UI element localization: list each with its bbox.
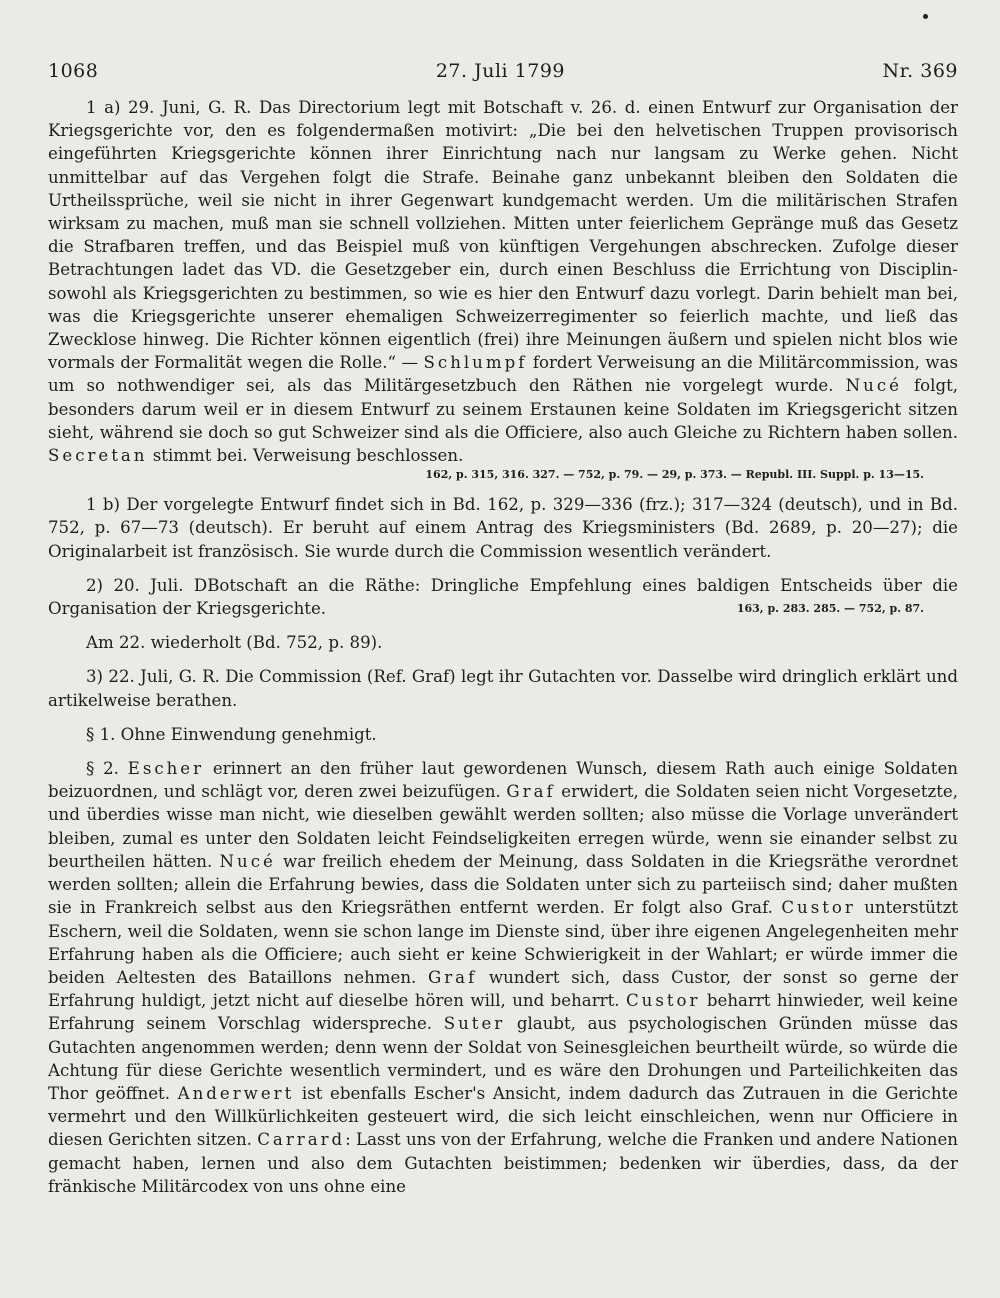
- paragraph-text: folgt, besonders darum weil er in diesem Entwurf zu seinem Erstaunen keine Soldaten im Kriegsgericht sitzen sieht, während sie doch so gut Schweizer sind als die Officiere, also auch Gleiche zu Richtern haben sollen.: [48, 376, 959, 442]
- paragraph-text: stimmt bei. Verweisung beschlossen.: [147, 446, 464, 466]
- paragraph-2: [48, 574, 958, 620]
- speaker-name: Nucé: [219, 851, 276, 871]
- paragraph-text: glaubt, aus psychologischen Gründen müsse das Gutachten angenommen werden; denn wenn der Soldat von Seinesgleichen beurtheilt würde, so würde die Achtung für diese Gerichte wesentlich vermindert, und es wäre den Drohungen und Parteilichkeiten das Thor geöffnet.: [48, 1014, 958, 1103]
- speaker-name: Anderwert: [177, 1083, 295, 1103]
- paragraph-1b: 1 b) Der vorgelegte Entwurf findet sich in Bd. 162, p. 329—336 (frz.); 317—324 (deutsch), und in Bd. 752, p. 67—73 (deutsch). Er beruht auf einem Antrag des Kriegsministers (Bd. 2689, p. 20—27); die Originalarbeit ist französisch. Sie wurde durch die Commission wesentlich verändert.: [48, 495, 958, 561]
- speaker-name: Custor: [625, 991, 701, 1011]
- paragraph-text: 2) 20. Juli. DBotschaft an die Räthe: Dringliche Empfehlung eines baldigen Entscheids über die Organisation der Kriegsgerichte.: [48, 575, 958, 619]
- speaker-name: Escher: [127, 759, 205, 779]
- paragraph-text: § 2.: [86, 759, 128, 779]
- header-date: 27. Juli 1799: [435, 60, 565, 82]
- paragraph-text: ist ebenfalls Escher's Ansicht, indem dadurch das Zutrauen in die Gerichte vermehrt und den Willkürlichkeiten gesteuert wird, die sich leicht einschleichen, wenn nur Officiere in diesen Gerichten sitzen.: [48, 1083, 958, 1150]
- source-reference: 162, p. 315, 316. 327. — 752, p. 79. — 29, p. 373. — Republ. III. Suppl. p. 13—15.: [425, 468, 924, 482]
- speaker-name: Suter: [443, 1014, 506, 1034]
- paragraph-1a: [48, 96, 958, 467]
- speaker-name: Nucé: [845, 376, 902, 396]
- paragraph-text: war freilich ehedem der Meinung, dass Soldaten in die Kriegsräthe verordnet werden sollten; allein die Erfahrung bewies, dass die Soldaten unter sich zu parteiisch sind; daher mußten sie in Frankreich selbst aus den Kriegsräthen entfernt werden. Er folgt also Graf.: [48, 851, 959, 918]
- source-reference: 163, p. 283. 285. — 752, p. 87.: [736, 602, 924, 616]
- speaker-name: Graf: [427, 967, 478, 987]
- paragraph-text: erwidert, die Soldaten seien nicht Vorgesetzte, und überdies wisse man nicht, wie dieselben gewählt werden sollten; also müsse die Vorlage unverändert bleiben, zumal es unter den Soldaten leicht Feindseligkeiten erregen würde, wenn sie einander selbst zu beurtheilen hätten.: [48, 782, 958, 871]
- paragraph-text: beharrt hinwieder, weil keine Erfahrung seinem Vorschlag widerspreche.: [48, 991, 958, 1034]
- paragraph-text: unterstützt Eschern, weil die Soldaten, wenn sie schon lange im Dienste sind, über ihre eigenen Angelegenheiten mehr Erfahrung haben als die Officiere; auch sieht er keine Schwierigkeit in der Wahlart; er würde immer die beiden Aeltesten des Bataillons nehmen.: [48, 898, 958, 987]
- document-number: Nr. 369: [882, 60, 958, 82]
- speaker-name: Schlumpf: [423, 353, 528, 373]
- paragraph-3: 3) 22. Juli, G. R. Die Commission (Ref. Graf) legt ihr Gutachten vor. Dasselbe wird dringlich erklärt und artikelweise berathen.: [48, 667, 958, 710]
- ink-dot: [923, 14, 928, 19]
- speaker-name: Graf: [506, 782, 556, 802]
- paragraph-text: 1 a) 29. Juni, G. R. Das Directorium legt mit Botschaft v. 26. d. einen Entwurf zur Organisation der Kriegsgerichte vor, den es folgendermaßen motivirt: „Die bei den helvetischen Truppen provisorisch eingeführten Kriegsgerichte können ihrer Einrichtung nach nur langsam zu Werke gehen. Nicht unmittelbar auf das Vergehen folgt die Strafe. Beinahe ganz unbekannt bleiben den Soldaten die Urtheilssprüche, weil sie nicht in ihrer Gegenwart kundgemacht werden. Um die militärischen Strafen wirksam zu machen, muß man sie schnell vollziehen. Mitten unter feierlichem Gepränge muß das Gesetz die Strafbaren treffen, und das Beispiel muß von künftigen Vergehungen abschrecken. Zufolge dieser Betrachtungen ladet das VD. die Gesetzgeber ein, durch einen Beschluss die Errichtung von Disciplin- sowohl als Kriegsgerichten zu bestimmen, so wie es hier den Entwurf dazu vorlegt. Darin behielt man bei, was die Kriegsgerichte unserer ehemaligen Schweizerregimenter so feierlich machte, und ließ das Zwecklose hinweg. Die Richter können eigentlich (frei) ihre Meinungen äußern und spielen nicht blos wie vormals der Formalität wegen die Rolle.“ —: [48, 98, 958, 373]
- page-number: 1068: [48, 60, 99, 82]
- speaker-name: Carrard: [257, 1130, 346, 1150]
- paragraph-text: wundert sich, dass Custor, der sonst so gerne der Erfahrung huldigt, jetzt nicht auf dieselbe hören will, und beharrt.: [48, 967, 958, 1011]
- paragraph-repeat: Am 22. wiederholt (Bd. 752, p. 89).: [86, 633, 383, 653]
- speaker-name: Secretan: [48, 446, 148, 466]
- page-body: [48, 96, 958, 1198]
- paragraph-section-2: [48, 757, 958, 1198]
- page-header: [48, 60, 958, 82]
- speaker-name: Custor: [781, 898, 856, 918]
- paragraph-text: fordert Verweisung an die Militärcommission, was um so nothwendiger sei, als das Militärgesetzbuch den Räthen nie vorgelegt wurde.: [48, 353, 959, 396]
- paragraph-text: erinnert an den früher laut gewordenen Wunsch, diesem Rath auch einige Soldaten beizuordnen, und schlägt vor, deren zwei beizufügen.: [48, 759, 958, 802]
- paragraph-section-1: § 1. Ohne Einwendung genehmigt.: [86, 724, 377, 744]
- paragraph-text: : Lasst uns von der Erfahrung, welche die Franken und andere Nationen gemacht haben, lernen und also dem Gutachten beistimmen; bedenken wir überdies, dass, da der fränkische Militärcodex von uns ohne eine: [48, 1130, 958, 1196]
